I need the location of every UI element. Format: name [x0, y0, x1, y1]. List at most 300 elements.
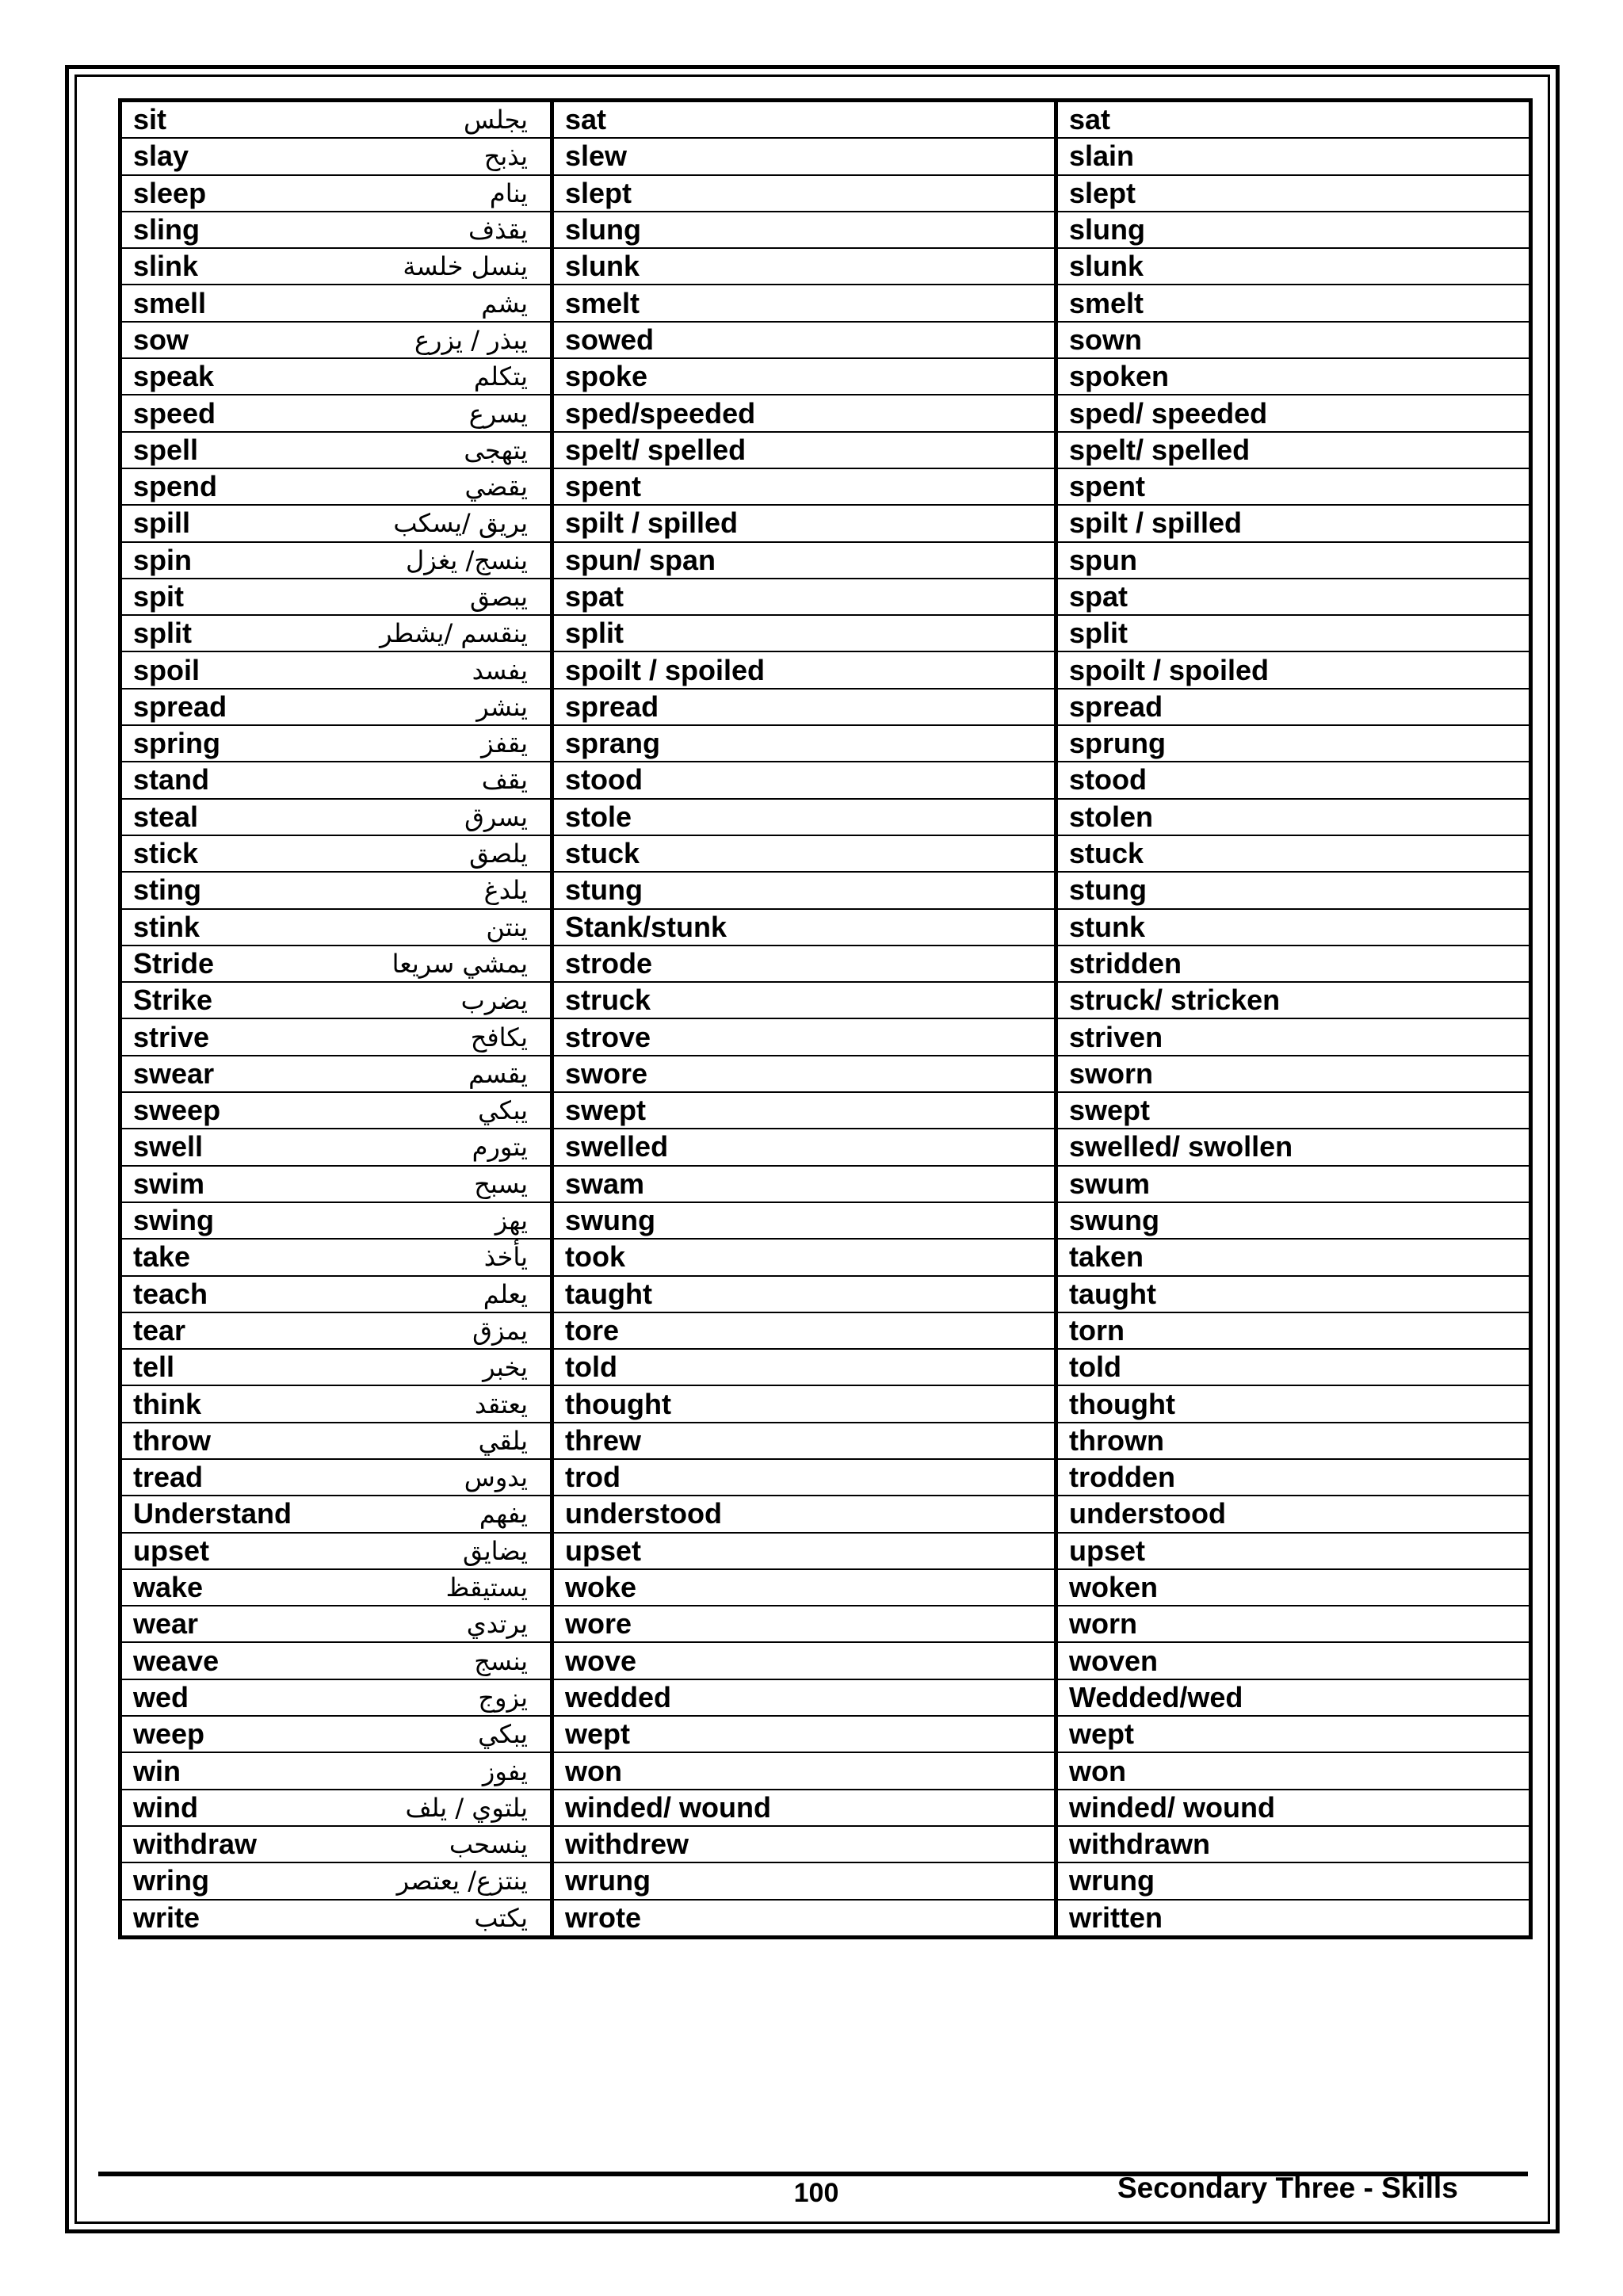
table-row — [120, 1423, 1531, 1459]
base-form-cell — [120, 1679, 552, 1716]
table-row — [120, 1166, 1531, 1202]
base-form: wear — [133, 1607, 199, 1641]
table-row — [120, 1790, 1531, 1826]
base-form: split — [133, 617, 193, 650]
past-participle-cell: spun — [1056, 542, 1531, 579]
arabic-meaning: يدوس — [464, 1462, 528, 1493]
past-simple-cell: swung — [552, 1202, 1056, 1239]
base-form: swear — [133, 1056, 215, 1090]
base-form: withdraw — [133, 1828, 258, 1861]
base-form-cell — [120, 799, 552, 835]
page-number: 100 — [793, 2178, 839, 2208]
table-row — [120, 138, 1531, 174]
past-simple-cell: struck — [552, 982, 1056, 1018]
past-participle-cell: smelt — [1056, 285, 1531, 321]
table-row — [120, 1276, 1531, 1312]
past-simple-cell: spun/ span — [552, 542, 1056, 579]
past-simple-cell: woke — [552, 1569, 1056, 1606]
base-form: wring — [133, 1864, 209, 1897]
base-form: sting — [133, 873, 201, 907]
base-form-cell — [120, 651, 552, 688]
past-simple-cell: stole — [552, 799, 1056, 835]
arabic-meaning: يبصق — [470, 582, 528, 612]
past-participle-cell: slept — [1056, 175, 1531, 212]
past-participle-cell: woken — [1056, 1569, 1531, 1606]
table-row — [120, 1459, 1531, 1496]
past-simple-cell: smelt — [552, 285, 1056, 321]
arabic-meaning: يأخذ — [483, 1242, 528, 1273]
past-participle-cell: swung — [1056, 1202, 1531, 1239]
table-row — [120, 248, 1531, 285]
past-simple-cell: wept — [552, 1716, 1056, 1752]
base-form-cell — [120, 1056, 552, 1092]
arabic-meaning: يقف — [481, 765, 528, 796]
base-form-cell — [120, 1533, 552, 1569]
base-form: strive — [133, 1020, 210, 1053]
table-row — [120, 1349, 1531, 1385]
base-form-cell — [120, 1385, 552, 1422]
past-simple-cell: spread — [552, 689, 1056, 725]
arabic-meaning: يمزق — [472, 1315, 528, 1346]
past-simple-cell: split — [552, 615, 1056, 651]
base-form-cell — [120, 1642, 552, 1679]
base-form: slay — [133, 139, 189, 173]
past-simple-cell: told — [552, 1349, 1056, 1385]
past-simple-cell: threw — [552, 1423, 1056, 1459]
arabic-meaning: ينسل خلسة — [403, 251, 528, 282]
arabic-meaning: يهز — [495, 1205, 528, 1236]
base-form: spit — [133, 580, 185, 613]
past-simple-cell: trod — [552, 1459, 1056, 1496]
table-row — [120, 725, 1531, 762]
base-form: spring — [133, 727, 221, 760]
arabic-meaning: يقذف — [468, 215, 528, 246]
past-participle-cell: spread — [1056, 689, 1531, 725]
base-form-cell — [120, 615, 552, 651]
base-form-cell — [120, 1312, 552, 1349]
arabic-meaning: يجلس — [464, 105, 528, 136]
past-simple-cell: understood — [552, 1496, 1056, 1532]
past-simple-cell: slunk — [552, 248, 1056, 285]
arabic-meaning: يعلم — [483, 1278, 528, 1309]
base-form: spend — [133, 470, 218, 503]
past-simple-cell: spat — [552, 579, 1056, 615]
past-participle-cell: stuck — [1056, 835, 1531, 872]
past-participle-cell: spat — [1056, 579, 1531, 615]
past-participle-cell: understood — [1056, 1496, 1531, 1532]
table-row — [120, 1716, 1531, 1752]
base-form-cell — [120, 1166, 552, 1202]
past-simple-cell: stuck — [552, 835, 1056, 872]
table-row — [120, 1606, 1531, 1642]
base-form: stand — [133, 763, 210, 797]
base-form-cell — [120, 138, 552, 174]
arabic-meaning: يزوج — [478, 1682, 528, 1713]
arabic-meaning: يفسد — [472, 655, 528, 686]
base-form-cell — [120, 285, 552, 321]
base-form: spell — [133, 433, 199, 466]
base-form-cell — [120, 1496, 552, 1532]
base-form-cell — [120, 1716, 552, 1752]
table-row — [120, 982, 1531, 1018]
past-simple-cell: wrung — [552, 1862, 1056, 1899]
base-form-cell — [120, 1276, 552, 1312]
base-form: think — [133, 1387, 201, 1420]
past-participle-cell: spilt / spilled — [1056, 505, 1531, 541]
past-participle-cell: winded/ wound — [1056, 1790, 1531, 1826]
table-row — [120, 468, 1531, 505]
past-simple-cell: spent — [552, 468, 1056, 505]
past-participle-cell: stung — [1056, 872, 1531, 908]
base-form: Understand — [133, 1497, 292, 1530]
base-form: spin — [133, 543, 193, 576]
table-row — [120, 1569, 1531, 1606]
base-form-cell — [120, 358, 552, 395]
arabic-meaning: يريق /يسكب — [393, 508, 528, 539]
arabic-meaning: يفوز — [482, 1755, 528, 1786]
base-form: tell — [133, 1350, 175, 1384]
past-participle-cell: stolen — [1056, 799, 1531, 835]
past-participle-cell: spoken — [1056, 358, 1531, 395]
past-simple-cell: sowed — [552, 322, 1056, 358]
past-simple-cell: spoilt / spoiled — [552, 651, 1056, 688]
arabic-meaning: يلقي — [478, 1425, 528, 1456]
footer-title: Secondary Three - Skills — [1117, 2172, 1458, 2204]
table-row — [120, 1056, 1531, 1092]
base-form: win — [133, 1754, 181, 1787]
table-row — [120, 946, 1531, 982]
past-simple-cell: upset — [552, 1533, 1056, 1569]
base-form-cell — [120, 1606, 552, 1642]
base-form-cell — [120, 689, 552, 725]
past-participle-cell: sped/ speeded — [1056, 395, 1531, 431]
past-participle-cell: Wedded/wed — [1056, 1679, 1531, 1716]
arabic-meaning: يذبح — [483, 141, 528, 172]
base-form-cell — [120, 909, 552, 946]
base-form: smell — [133, 286, 207, 319]
arabic-meaning: يلتوي / يلف — [405, 1792, 528, 1823]
base-form: Strike — [133, 984, 213, 1017]
base-form-cell — [120, 872, 552, 908]
table-row — [120, 909, 1531, 946]
base-form-cell — [120, 982, 552, 1018]
past-simple-cell: swept — [552, 1092, 1056, 1129]
past-simple-cell: sped/speeded — [552, 395, 1056, 431]
base-form: wake — [133, 1571, 204, 1604]
table-row — [120, 1679, 1531, 1716]
arabic-meaning: يضرب — [460, 985, 528, 1016]
past-simple-cell: slung — [552, 212, 1056, 248]
table-row — [120, 799, 1531, 835]
arabic-meaning: يلصق — [469, 839, 528, 869]
past-participle-cell: taught — [1056, 1276, 1531, 1312]
base-form: wind — [133, 1790, 198, 1824]
table-row — [120, 835, 1531, 872]
arabic-meaning: يمشي سريعا — [391, 948, 528, 979]
arabic-meaning: ينقسم /يشطر — [380, 618, 528, 649]
base-form-cell — [120, 1239, 552, 1275]
past-simple-cell: sprang — [552, 725, 1056, 762]
base-form-cell — [120, 505, 552, 541]
base-form: spoil — [133, 653, 200, 686]
past-participle-cell: woven — [1056, 1642, 1531, 1679]
arabic-meaning: يضايق — [463, 1535, 528, 1566]
arabic-meaning: ينسج/ يغزل — [406, 544, 528, 575]
past-participle-cell: sprung — [1056, 725, 1531, 762]
arabic-meaning: يفهم — [479, 1499, 528, 1530]
table-row — [120, 1752, 1531, 1789]
base-form: take — [133, 1240, 191, 1274]
base-form: speed — [133, 396, 216, 430]
past-simple-cell: wove — [552, 1642, 1056, 1679]
arabic-meaning: يقضي — [464, 472, 528, 502]
arabic-meaning: ينتزع/ يعتصر — [396, 1866, 528, 1897]
table-row — [120, 1202, 1531, 1239]
table-row — [120, 542, 1531, 579]
table-row — [120, 395, 1531, 431]
arabic-meaning: يسبح — [474, 1168, 528, 1199]
base-form: stick — [133, 837, 199, 870]
table-row — [120, 689, 1531, 725]
table-row — [120, 1312, 1531, 1349]
base-form-cell — [120, 946, 552, 982]
base-form-cell — [120, 1862, 552, 1899]
past-simple-cell: thought — [552, 1385, 1056, 1422]
past-participle-cell: spoilt / spoiled — [1056, 651, 1531, 688]
base-form-cell — [120, 1569, 552, 1606]
base-form: swim — [133, 1167, 205, 1200]
base-form-cell — [120, 1826, 552, 1862]
base-form: wed — [133, 1680, 189, 1713]
table-row — [120, 1642, 1531, 1679]
base-form: spread — [133, 690, 227, 723]
past-participle-cell: trodden — [1056, 1459, 1531, 1496]
base-form: upset — [133, 1534, 210, 1567]
table-row — [120, 579, 1531, 615]
past-participle-cell: won — [1056, 1752, 1531, 1789]
table-row — [120, 872, 1531, 908]
base-form: swing — [133, 1204, 215, 1237]
past-participle-cell: torn — [1056, 1312, 1531, 1349]
arabic-meaning: يسرع — [468, 398, 528, 429]
base-form-cell — [120, 1092, 552, 1129]
past-simple-cell: won — [552, 1752, 1056, 1789]
arabic-meaning: يسرق — [464, 801, 528, 832]
base-form-cell — [120, 1900, 552, 1938]
arabic-meaning: يقفز — [481, 728, 528, 759]
table-row — [120, 1496, 1531, 1532]
past-simple-cell: strode — [552, 946, 1056, 982]
past-participle-cell: struck/ stricken — [1056, 982, 1531, 1018]
arabic-meaning: ينسحب — [449, 1829, 528, 1860]
past-participle-cell: slunk — [1056, 248, 1531, 285]
base-form: sleep — [133, 176, 207, 209]
verb-table-body — [120, 101, 1531, 1938]
base-form-cell — [120, 248, 552, 285]
base-form-cell — [120, 1129, 552, 1165]
base-form-cell — [120, 1790, 552, 1826]
past-participle-cell: written — [1056, 1900, 1531, 1938]
past-participle-cell: spent — [1056, 468, 1531, 505]
arabic-meaning: يبكي — [478, 1719, 528, 1750]
past-simple-cell: taught — [552, 1276, 1056, 1312]
base-form-cell — [120, 432, 552, 468]
arabic-meaning: يكتب — [474, 1902, 528, 1933]
past-participle-cell: swelled/ swollen — [1056, 1129, 1531, 1165]
base-form: weave — [133, 1644, 220, 1677]
base-form-cell — [120, 212, 552, 248]
base-form: tear — [133, 1313, 186, 1347]
past-participle-cell: slung — [1056, 212, 1531, 248]
base-form: speak — [133, 360, 215, 393]
base-form-cell — [120, 1018, 552, 1055]
table-row — [120, 615, 1531, 651]
base-form: Stride — [133, 946, 215, 980]
arabic-meaning: يبكي — [478, 1095, 528, 1126]
arabic-meaning: يتهجى — [464, 434, 528, 465]
past-participle-cell: swum — [1056, 1166, 1531, 1202]
table-row — [120, 1092, 1531, 1129]
past-participle-cell: withdrawn — [1056, 1826, 1531, 1862]
past-participle-cell: stunk — [1056, 909, 1531, 946]
table-row — [120, 1826, 1531, 1862]
past-participle-cell: stridden — [1056, 946, 1531, 982]
past-simple-cell: spoke — [552, 358, 1056, 395]
base-form: sweep — [133, 1094, 221, 1127]
table-row — [120, 1129, 1531, 1165]
past-participle-cell: sown — [1056, 322, 1531, 358]
past-participle-cell: stood — [1056, 762, 1531, 798]
past-participle-cell: taken — [1056, 1239, 1531, 1275]
table-row — [120, 285, 1531, 321]
past-participle-cell: thought — [1056, 1385, 1531, 1422]
past-simple-cell: tore — [552, 1312, 1056, 1349]
past-simple-cell: slew — [552, 138, 1056, 174]
base-form-cell — [120, 1752, 552, 1789]
base-form-cell — [120, 468, 552, 505]
table-row — [120, 358, 1531, 395]
base-form: spill — [133, 506, 191, 540]
past-simple-cell: swam — [552, 1166, 1056, 1202]
arabic-meaning: ينسج — [474, 1645, 528, 1676]
base-form-cell — [120, 175, 552, 212]
table-row — [120, 212, 1531, 248]
base-form-cell — [120, 1423, 552, 1459]
table-row — [120, 1239, 1531, 1275]
arabic-meaning: يكافح — [470, 1022, 528, 1052]
base-form-cell — [120, 762, 552, 798]
table-row — [120, 505, 1531, 541]
arabic-meaning: يعتقد — [475, 1389, 528, 1419]
arabic-meaning: يتورم — [472, 1132, 528, 1163]
past-participle-cell: striven — [1056, 1018, 1531, 1055]
past-simple-cell: wrote — [552, 1900, 1056, 1938]
base-form-cell — [120, 1202, 552, 1239]
base-form: sit — [133, 103, 167, 136]
past-simple-cell: withdrew — [552, 1826, 1056, 1862]
table-row — [120, 1533, 1531, 1569]
base-form-cell — [120, 322, 552, 358]
base-form: stink — [133, 910, 200, 943]
past-simple-cell: swelled — [552, 1129, 1056, 1165]
past-simple-cell: winded/ wound — [552, 1790, 1056, 1826]
base-form: tread — [133, 1461, 204, 1494]
arabic-meaning: ينتن — [486, 911, 528, 942]
base-form-cell — [120, 542, 552, 579]
table-row — [120, 762, 1531, 798]
table-row — [120, 1018, 1531, 1055]
base-form-cell — [120, 101, 552, 139]
arabic-meaning: يتكلم — [473, 361, 528, 392]
base-form: sling — [133, 213, 200, 246]
past-participle-cell: sworn — [1056, 1056, 1531, 1092]
past-simple-cell: wore — [552, 1606, 1056, 1642]
base-form: swell — [133, 1130, 204, 1163]
past-simple-cell: spilt / spilled — [552, 505, 1056, 541]
past-participle-cell: worn — [1056, 1606, 1531, 1642]
base-form-cell — [120, 579, 552, 615]
past-participle-cell: split — [1056, 615, 1531, 651]
past-participle-cell: thrown — [1056, 1423, 1531, 1459]
arabic-meaning: يخبر — [483, 1352, 528, 1383]
past-simple-cell: Stank/stunk — [552, 909, 1056, 946]
table-row — [120, 322, 1531, 358]
arabic-meaning: ينشر — [476, 691, 528, 722]
past-participle-cell: sat — [1056, 101, 1531, 139]
table-row — [120, 1862, 1531, 1899]
past-simple-cell: strove — [552, 1018, 1056, 1055]
past-simple-cell: sat — [552, 101, 1056, 139]
past-simple-cell: spelt/ spelled — [552, 432, 1056, 468]
past-simple-cell: took — [552, 1239, 1056, 1275]
past-participle-cell: spelt/ spelled — [1056, 432, 1531, 468]
base-form: steal — [133, 800, 199, 833]
base-form-cell — [120, 725, 552, 762]
table-row — [120, 1385, 1531, 1422]
past-participle-cell: told — [1056, 1349, 1531, 1385]
base-form-cell — [120, 835, 552, 872]
past-simple-cell: swore — [552, 1056, 1056, 1092]
table-row — [120, 432, 1531, 468]
table-row — [120, 101, 1531, 139]
arabic-meaning: يبذر / يزرع — [414, 324, 528, 355]
irregular-verbs-table — [118, 98, 1533, 1939]
past-simple-cell: wedded — [552, 1679, 1056, 1716]
past-participle-cell: slain — [1056, 138, 1531, 174]
arabic-meaning: يلدغ — [483, 875, 528, 906]
base-form: throw — [133, 1423, 211, 1457]
arabic-meaning: يستيقظ — [445, 1572, 528, 1603]
past-simple-cell: stung — [552, 872, 1056, 908]
table-row — [120, 1900, 1531, 1938]
base-form: write — [133, 1901, 200, 1934]
past-simple-cell: slept — [552, 175, 1056, 212]
arabic-meaning: ينام — [489, 178, 528, 208]
past-participle-cell: wept — [1056, 1716, 1531, 1752]
past-participle-cell: swept — [1056, 1092, 1531, 1129]
arabic-meaning: يرتدي — [466, 1609, 528, 1640]
table-row — [120, 651, 1531, 688]
arabic-meaning: يقسم — [468, 1058, 528, 1089]
past-participle-cell: upset — [1056, 1533, 1531, 1569]
base-form: weep — [133, 1717, 205, 1751]
base-form: sow — [133, 323, 189, 356]
past-participle-cell: wrung — [1056, 1862, 1531, 1899]
base-form: slink — [133, 250, 199, 283]
arabic-meaning: يشم — [481, 288, 528, 319]
table-row — [120, 175, 1531, 212]
base-form: teach — [133, 1277, 208, 1310]
